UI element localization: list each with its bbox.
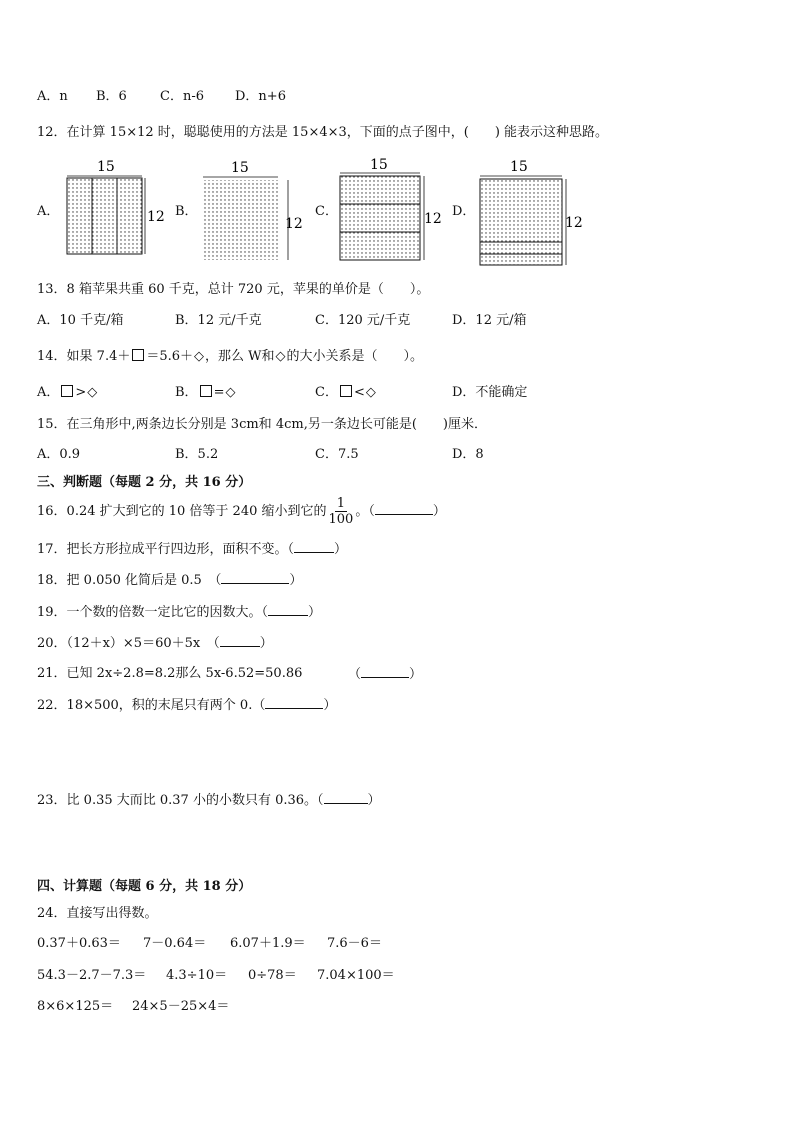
answer-blank[interactable] (324, 791, 368, 804)
dot-diagram-d (472, 155, 587, 270)
height-label: 12 (424, 211, 442, 227)
q14-prefix: 14．如果 7.4＋ (37, 349, 131, 364)
answer-blank[interactable] (268, 603, 308, 616)
q22-question: 22．18×500，积的末尾只有两个 0.（ ） (37, 698, 337, 713)
q13-option-b: B．12 元/千克 (175, 313, 262, 328)
answer-blank[interactable] (221, 571, 289, 584)
calc-item: 7－0.64＝ (143, 936, 207, 951)
q15-option-c: C．7.5 (315, 447, 359, 462)
q23-question: 23．比 0.35 大而比 0.37 小的小数只有 0.36。（ ） (37, 793, 381, 808)
answer-blank[interactable] (294, 540, 334, 553)
q11-option-a: A．n (37, 89, 68, 104)
width-label: 15 (370, 157, 388, 173)
height-label: 12 (147, 209, 165, 225)
q11-option-c: C．n-6 (160, 89, 204, 104)
q14-option-d: D．不能确定 (452, 385, 528, 400)
q12-label-b: B． (175, 204, 198, 219)
diamond-icon: ◇ (225, 385, 236, 400)
diamond-icon: ◇ (87, 385, 98, 400)
q13-option-a: A．10 千克/箱 (37, 313, 124, 328)
answer-blank[interactable] (361, 665, 409, 678)
q14-option-b: B． =◇ (175, 385, 236, 400)
q11-option-d: D．n+6 (235, 89, 286, 104)
square-icon (340, 385, 352, 397)
q15-option-a: A．0.9 (37, 447, 81, 462)
q21-answer: （ ） (348, 667, 423, 682)
q12-label-a: A． (37, 204, 60, 219)
height-label: 12 (565, 215, 583, 231)
q13-option-d: D．12 元/箱 (452, 313, 527, 328)
section-4-title: 四、计算题（每题 6 分，共 18 分） (37, 879, 252, 894)
fraction: $\frac{1}{100}$ (328, 496, 354, 527)
q14-option-a: A． >◇ (37, 385, 98, 400)
square-icon (132, 349, 144, 361)
dot-diagram-c (332, 155, 447, 267)
q15-question: 15．在三角形中,两条边长分别是 3cm和 4cm,另一条边长可能是( )厘米． (37, 417, 487, 432)
q13-option-c: C．120 元/千克 (315, 313, 411, 328)
q18-question: 18．把 0.050 化简后是 0.5 （ ） (37, 573, 303, 588)
answer-blank[interactable] (265, 696, 323, 709)
width-label: 15 (510, 159, 528, 175)
square-icon (61, 385, 73, 397)
q14-middle: ＝5.6＋ (146, 349, 194, 364)
square-icon (200, 385, 212, 397)
q14-suffix: ，那么 W和 (205, 349, 275, 364)
q20-question: 20．（12＋x）×5＝60＋5x （ ） (37, 636, 273, 651)
calc-item: 7.6－6＝ (327, 936, 382, 951)
q11-option-b: B．6 (96, 89, 127, 104)
dot-diagram-b (195, 158, 310, 270)
q14-end: 的大小关系是（ ）。 (286, 349, 424, 364)
dot-diagram-a (55, 158, 165, 270)
calc-item: 0.37＋0.63＝ (37, 936, 121, 951)
answer-blank[interactable] (220, 634, 260, 647)
calc-item: 24×5－25×4＝ (132, 999, 230, 1014)
width-label: 15 (231, 160, 249, 176)
calc-item: 7.04×100＝ (317, 968, 395, 983)
q12-label-d: D． (452, 204, 476, 219)
height-label: 12 (285, 216, 303, 232)
width-label: 15 (97, 159, 115, 175)
q16-question: 16．0.24 扩大到它的 10 倍等于 240 缩小到它的 $\frac{1}{100}$ 。（ ） (37, 496, 446, 527)
section-3-title: 三、判断题（每题 2 分，共 16 分） (37, 475, 252, 490)
calc-item: 4.3÷10＝ (166, 968, 228, 983)
calc-item: 8×6×125＝ (37, 999, 114, 1014)
q19-question: 19．一个数的倍数一定比它的因数大。（ ） (37, 605, 322, 620)
q12-question: 12．在计算 15×12 时，聪聪使用的方法是 15×4×3，下面的点子图中，( ) 能表示这种思路。 (37, 125, 609, 140)
q24-question: 24．直接写出得数。 (37, 906, 158, 921)
answer-blank[interactable] (375, 502, 433, 515)
q17-question: 17．把长方形拉成平行四边形，面积不变。（ ） (37, 542, 348, 557)
q15-option-d: D．8 (452, 447, 484, 462)
calc-item: 54.3－2.7－7.3＝ (37, 968, 147, 983)
q21-question: 21．已知 2x÷2.8=8.2那么 5x-6.52=50.86 (37, 666, 303, 681)
q12-label-c: C． (315, 204, 338, 219)
q14-question (37, 348, 423, 366)
q14-option-c: C． <◇ (315, 385, 376, 400)
q15-option-b: B．5.2 (175, 447, 219, 462)
calc-item: 0÷78＝ (248, 968, 297, 983)
calc-item: 6.07＋1.9＝ (230, 936, 306, 951)
diamond-icon: ◇ (194, 349, 205, 364)
diamond-icon: ◇ (275, 349, 286, 364)
q13-question: 13．8 箱苹果共重 60 千克，总计 720 元，苹果的单价是（ ）。 (37, 282, 430, 297)
diamond-icon: ◇ (365, 385, 376, 400)
